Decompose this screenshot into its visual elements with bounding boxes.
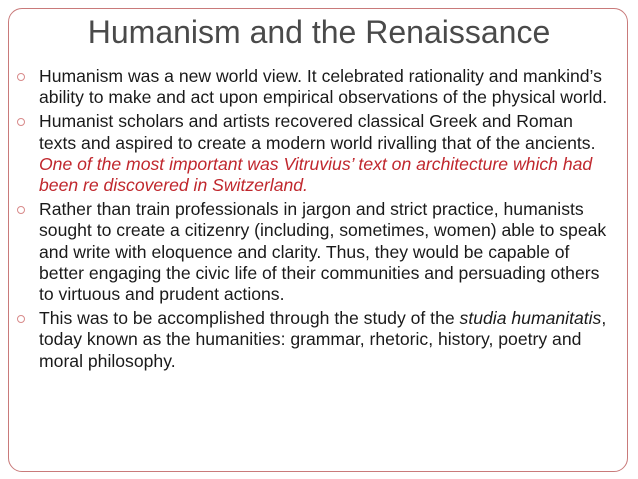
- bullet-text: Humanist scholars and artists recovered classical Greek and Roman texts and aspired to create a modern world rivalling that of the ancients.: [39, 111, 596, 153]
- bullet-text-continued: , today known as the humanities: grammar, rhetoric, history, poetry and moral philosophy.: [39, 308, 607, 371]
- bullet-circle-icon: [17, 315, 25, 323]
- bullet-list: [14, 66, 610, 375]
- bullet-circle-icon: [17, 206, 25, 214]
- bullet-item-2: [14, 111, 610, 196]
- highlighted-text: One of the most important was Vitruvius’ text on architecture which had been re discovered in Switzerland.: [39, 153, 593, 196]
- slide-title: Humanism and the Renaissance: [87, 14, 551, 50]
- bullet-circle-icon: [17, 118, 25, 126]
- bullet-circle-icon: [17, 73, 25, 81]
- italic-term: studia humanitatis: [459, 308, 602, 329]
- bullet-text: Humanism was a new world view. It celebrated rationality and mankind’s ability to make and act upon empirical observations of the physical world.: [39, 66, 608, 108]
- bullet-text: Rather than train professionals in jargon and strict practice, humanists sought to create a citizenry (including, sometimes, women) able to speak and write with eloquence and clarity. Thus, they would be capable of better engaging the civic life of their communities and persuading others to virtuous and prudent actions.: [39, 199, 607, 305]
- bullet-item-4: [14, 308, 610, 372]
- bullet-item-3: [14, 199, 610, 305]
- bullet-text: This was to be accomplished through the study of the: [39, 308, 460, 329]
- bullet-item-1: [14, 66, 610, 108]
